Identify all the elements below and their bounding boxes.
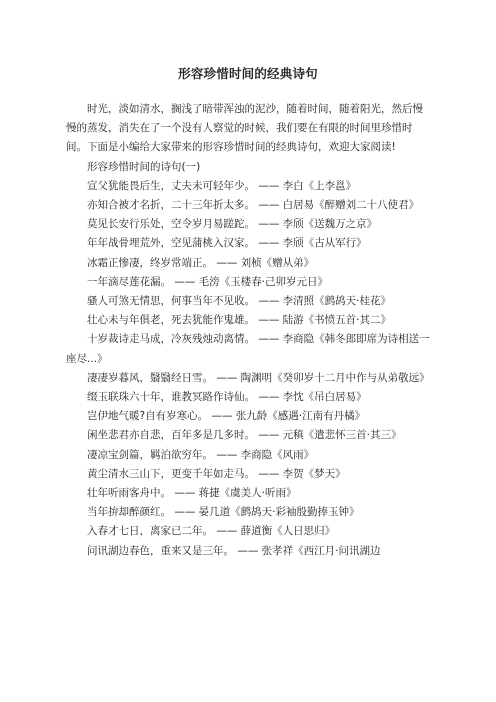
poem-line: 年年战骨埋荒外，空见蒲桃入汉家。 —— 李颀《古从军行》 bbox=[87, 237, 367, 250]
poem-line: 凄凉宝剑篇，羁泊欲穷年。 —— 李商隐《风雨》 bbox=[87, 448, 315, 461]
poem-line: 凄凄岁暮风，翳翳经日雪。 —— 陶渊明《癸卯岁十二月中作与从弟敬远》 bbox=[87, 371, 430, 384]
poem-line: 十岁裁诗走马成，冷灰残烛动离情。 —— 李商隐《韩冬郎即席为诗相送一座尽...》 bbox=[66, 333, 430, 365]
poem-line: 当年拚却醉颜红。 —— 晏几道《鹧鸪天·彩袖殷勤捧玉钟》 bbox=[87, 506, 360, 519]
poem-line: 问讯湖边春色，重来又是三年。 —— 张孝祥《西江月·问讯湖边 bbox=[87, 544, 381, 557]
section-heading: 形容珍惜时间的诗句(一) bbox=[87, 160, 201, 173]
poem-list bbox=[66, 177, 430, 561]
intro-paragraph: 时光，淡如清水，搁浅了暗带浑浊的泥沙，随着时间，随着阳光，然后慢慢的蒸发，消失在了一个没有人察觉的时候，我们要在有限的时间里珍惜时间。下面是小编给大家带来的形容珍惜时间的经典诗句，欢迎大家阅读! bbox=[66, 103, 423, 154]
poem-line: 入春才七日，离家已二年。 —— 薛道衡《人日思归》 bbox=[87, 525, 336, 538]
document-title: 形容珍惜时间的经典诗句 bbox=[178, 66, 318, 81]
poem-line: 壮年听雨客舟中。 —— 蒋捷《虞美人·听雨》 bbox=[87, 487, 297, 500]
poem-line: 壮心未与年俱老，死去犹能作鬼雄。 —— 陆游《书愤五首·其二》 bbox=[87, 314, 392, 327]
poem-line: 一年滴尽莲花漏。 —— 毛滂《玉楼春·己卯岁元日》 bbox=[87, 275, 329, 288]
poem-line: 黄尘清水三山下，更变千年如走马。 —— 李贺《梦天》 bbox=[87, 467, 346, 480]
poem-line: 冰霜正惨凄，终岁常端正。 —— 刘桢《赠从弟》 bbox=[87, 256, 315, 269]
poem-line: 莫见长安行乐处，空令岁月易蹉跎。 —— 李颀《送魏万之京》 bbox=[87, 218, 378, 231]
poem-line: 宣父犹能畏后生，丈夫未可轻年少。 —— 李白《上李邕》 bbox=[87, 179, 357, 192]
poem-line: 亦知合被才名折，二十三年折太多。 —— 白居易《醉赠刘二十八使君》 bbox=[87, 199, 420, 212]
poem-line: 缀玉联珠六十年，谁教冥路作诗仙。 —— 李忱《吊白居易》 bbox=[87, 391, 367, 404]
poem-line: 闲坐悲君亦自悲，百年多是几多时。 —— 元稹《遣悲怀三首·其三》 bbox=[87, 429, 402, 442]
poem-line: 岂伊地气暖?自有岁寒心。 —— 张九龄《感遇·江南有丹橘》 bbox=[87, 410, 366, 423]
poem-line: 骚人可煞无情思，何事当年不见收。 —— 李清照《鹧鸪天·桂花》 bbox=[87, 295, 392, 308]
